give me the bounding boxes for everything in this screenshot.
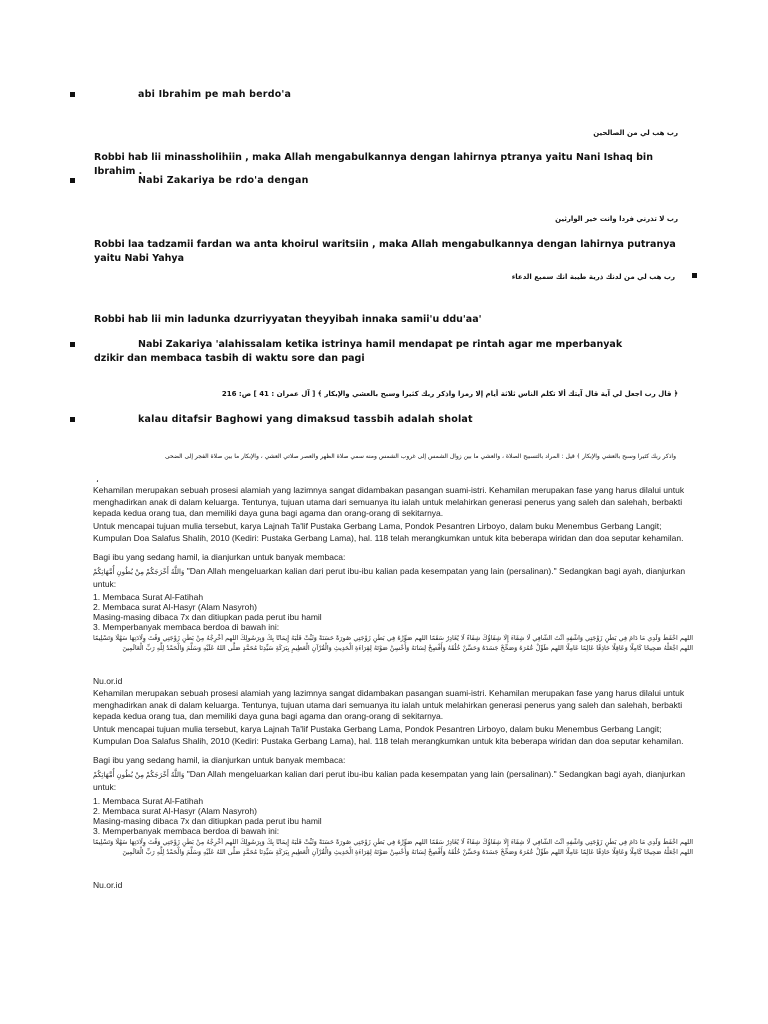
article-paragraph: Kehamilan merupakan sebuah prosesi alamiah yang lazimnya sangat didambakan pasangan suami-istri. Kehamilan merupakan fase yang harus dilalui untuk menghadirkan anak di dalam keluarga. Tentunya, tujuan utama dari semuanya itu ialah untuk melahirkan generasi penerus yang saleh dan salehah, berbakti kepada kedua orang tua, dan memiliki daya guna bagi agama dan orang-orang di sekitarnya. bbox=[93, 688, 685, 721]
section-heading: kalau ditafsir Baghowi yang dimaksud tassbih adalah sholat bbox=[138, 414, 473, 425]
quote-mark: ، bbox=[96, 474, 99, 484]
prayer-transliteration: Robbi hab lii min ladunka dzurriyyatan theyyibah innaka samii'u ddu'aa' bbox=[94, 314, 482, 325]
article-paragraph: Bagi ibu yang sedang hamil, ia dianjurkan untuk banyak membaca: bbox=[93, 755, 346, 765]
arabic-prayer: رب هب لي من لدنك ذرية طيبة انك سميع الدعاء bbox=[511, 273, 675, 281]
bullet-marker bbox=[70, 178, 75, 183]
list-item: 1. Membaca Surat Al-Fatihah bbox=[93, 592, 204, 602]
bullet-marker bbox=[692, 273, 697, 278]
article-paragraph: Untuk mencapai tujuan mulia tersebut, karya Lajnah Ta'lif Pustaka Gerbang Lama, Pondok Pesantren Lirboyo, dalam buku Menembus Gerbang Langit; Kumpulan Doa Salafus Shalih, 2010 (Kediri: Pustaka Gerbang Lama), hal. 118 telah merangkumkan untuk kita beberapa wiridan dan doa seputar kehamilan. bbox=[93, 521, 684, 543]
list-item: 2. Membaca surat Al-Hasyr (Alam Nasyroh) bbox=[93, 602, 257, 612]
article-text: "Dan Allah mengeluarkan kalian dari perut ibu-ibu kalian pada kesempatan yang lain (persalinan)." Sedangkan bagi ayah, dianjurkan untuk: bbox=[93, 769, 686, 792]
bullet-marker bbox=[70, 342, 75, 347]
list-item: Masing-masing dibaca 7x dan ditiupkan pada perut ibu hamil bbox=[93, 612, 322, 622]
section-heading: Nabi Zakariya 'alahissalam ketika istrinya hamil mendapat pe rintah agar me mperbanyak dzikir dan membaca tasbih di waktu sore dan pagi bbox=[94, 339, 623, 364]
article-paragraph bbox=[93, 566, 693, 590]
source-label: Nu.or.id bbox=[93, 676, 123, 686]
section-heading: Nabi Zakariya be rdo'a dengan bbox=[138, 175, 309, 186]
article-paragraph: Untuk mencapai tujuan mulia tersebut, karya Lajnah Ta'lif Pustaka Gerbang Lama, Pondok Pesantren Lirboyo, dalam buku Menembus Gerbang Langit; Kumpulan Doa Salafus Shalih, 2010 (Kediri: Pustaka Gerbang Lama), hal. 118 telah merangkumkan untuk kita beberapa wiridan dan doa seputar kehamilan. bbox=[93, 724, 684, 746]
arabic-prayer: رب لا تذرني فردا وانت خير الوارثين bbox=[555, 215, 678, 223]
article-paragraph bbox=[93, 769, 693, 793]
article-paragraph: Bagi ibu yang sedang hamil, ia dianjurkan untuk banyak membaca: bbox=[93, 552, 346, 562]
article-paragraph: Kehamilan merupakan sebuah prosesi alamiah yang lazimnya sangat didambakan pasangan suami-istri. Kehamilan merupakan fase yang harus dilalui untuk menghadirkan anak di dalam keluarga. Tentunya, tujuan utama dari semuanya itu ialah untuk melahirkan generasi penerus yang saleh dan salehah, berbakti kepada kedua orang tua, dan memiliki daya guna bagi agama dan orang-orang di sekitarnya. bbox=[93, 485, 685, 518]
arabic-tafsir: واذكر ربك كثيرا وسبح بالعشي والإبكار ﴾ قيل : المراد بالتسبيح الصلاة ، والعشي ما بين زوال الشمس إلى غروب الشمس ومنه سمي صلاة الظهر والعصر صلاتي العشي ، والإبكار ما بين صلاة الفجر إلى الضحى bbox=[165, 453, 676, 460]
list-item: Masing-masing dibaca 7x dan ditiupkan pada perut ibu hamil bbox=[93, 816, 322, 826]
source-label: Nu.or.id bbox=[93, 880, 123, 890]
arabic-inline-verse: وَاللَّهُ أَخْرَجَكُمْ مِنْ بُطُونِ أُمَّهَاتِكُمْ bbox=[93, 772, 185, 779]
arabic-dua: اللهم احْفَظْ وَلَدِي مَا دَامَ فِي بَطْنِ زَوْجَتِي وَاشْفِهِ أَنْتَ الشَّافِي لَا شِفَاءَ إِلَّا شِفَاؤُكَ شِفَاءً لَا يُغَادِرُ سَقَمًا اللهم صَوِّرْهُ فِي بَطْنِ زَوْجَتِي صُورَةً حَسَنَةً وَثَبِّتْ قَلْبَهُ إِيمَانًا بِكَ وَبِرَسُولِكَ اللهم أَخْرِجْهُ مِنْ بَطْنِ زَوْجَتِي وَقْتَ وِلَادَتِهَا سَهْلًا وَتَسْلِيمًا اللهم اجْعَلْهُ صَحِيحًا كَامِلًا وَعَاقِلًا حَاذِقًا عَالِمًا عَامِلًا اللهم طَوِّلْ عُمُرَهُ وَصَحِّحْ جَسَدَهُ وَحَسِّنْ خُلُقَهُ وَأَفْصِحْ لِسَانَهُ وَأَحْسِنْ صَوْتَهُ لِقِرَاءَةِ الْحَدِيثِ وَالْقُرْآنِ الْعَظِيمِ بِبَرَكَةِ سَيِّدِنَا مُحَمَّدٍ صَلَّى اللهُ عَلَيْهِ وَسَلَّمَ وَالْحَمْدُ لِلَّهِ رَبِّ الْعَالَمِينَ bbox=[93, 838, 693, 856]
prayer-transliteration: Robbi laa tadzamii fardan wa anta khoirul waritsiin , maka Allah mengabulkannya dengan lahirnya putranya yaitu Nabi Yahya bbox=[94, 239, 676, 264]
list-item: 3. Memperbanyak membaca berdoa di bawah ini: bbox=[93, 622, 280, 632]
list-item: 2. Membaca surat Al-Hasyr (Alam Nasyroh) bbox=[93, 806, 257, 816]
arabic-verse: ﴿ قال رب اجعل لي آية قال آيتك ألا تكلم الناس ثلاثة أيام إلا رمزا واذكر ربك كثيرا وسبح بالعشي والإبكار ﴾ [ آل عمران : 41 ] ص: 216 bbox=[221, 390, 678, 398]
prayer-transliteration: Robbi hab lii minassholihiin , maka Allah mengabulkannya dengan lahirnya ptranya yaitu Nani Ishaq bin Ibrahim . bbox=[94, 152, 653, 177]
section-heading: abi Ibrahim pe mah berdo'a bbox=[138, 89, 292, 100]
list-item: 3. Memperbanyak membaca berdoa di bawah ini: bbox=[93, 826, 280, 836]
instruction-list bbox=[93, 796, 693, 836]
arabic-dua: اللهم احْفَظْ وَلَدِي مَا دَامَ فِي بَطْنِ زَوْجَتِي وَاشْفِهِ أَنْتَ الشَّافِي لَا شِفَاءَ إِلَّا شِفَاؤُكَ شِفَاءً لَا يُغَادِرُ سَقَمًا اللهم صَوِّرْهُ فِي بَطْنِ زَوْجَتِي صُورَةً حَسَنَةً وَثَبِّتْ قَلْبَهُ إِيمَانًا بِكَ وَبِرَسُولِكَ اللهم أَخْرِجْهُ مِنْ بَطْنِ زَوْجَتِي وَقْتَ وِلَادَتِهَا سَهْلًا وَتَسْلِيمًا اللهم اجْعَلْهُ صَحِيحًا كَامِلًا وَعَاقِلًا حَاذِقًا عَالِمًا عَامِلًا اللهم طَوِّلْ عُمُرَهُ وَصَحِّحْ جَسَدَهُ وَحَسِّنْ خُلُقَهُ وَأَفْصِحْ لِسَانَهُ وَأَحْسِنْ صَوْتَهُ لِقِرَاءَةِ الْحَدِيثِ وَالْقُرْآنِ الْعَظِيمِ بِبَرَكَةِ سَيِّدِنَا مُحَمَّدٍ صَلَّى اللهُ عَلَيْهِ وَسَلَّمَ وَالْحَمْدُ لِلَّهِ رَبِّ الْعَالَمِينَ bbox=[93, 634, 693, 652]
article-text: "Dan Allah mengeluarkan kalian dari perut ibu-ibu kalian pada kesempatan yang lain (persalinan)." Sedangkan bagi ayah, dianjurkan untuk: bbox=[93, 566, 686, 589]
arabic-prayer: رب هب لي من الصالحين bbox=[593, 129, 678, 137]
bullet-marker bbox=[70, 92, 75, 97]
list-item: 1. Membaca Surat Al-Fatihah bbox=[93, 796, 204, 806]
arabic-inline-verse: وَاللَّهُ أَخْرَجَكُمْ مِنْ بُطُونِ أُمَّهَاتِكُمْ bbox=[93, 569, 185, 576]
instruction-list bbox=[93, 592, 693, 632]
bullet-marker bbox=[70, 417, 75, 422]
